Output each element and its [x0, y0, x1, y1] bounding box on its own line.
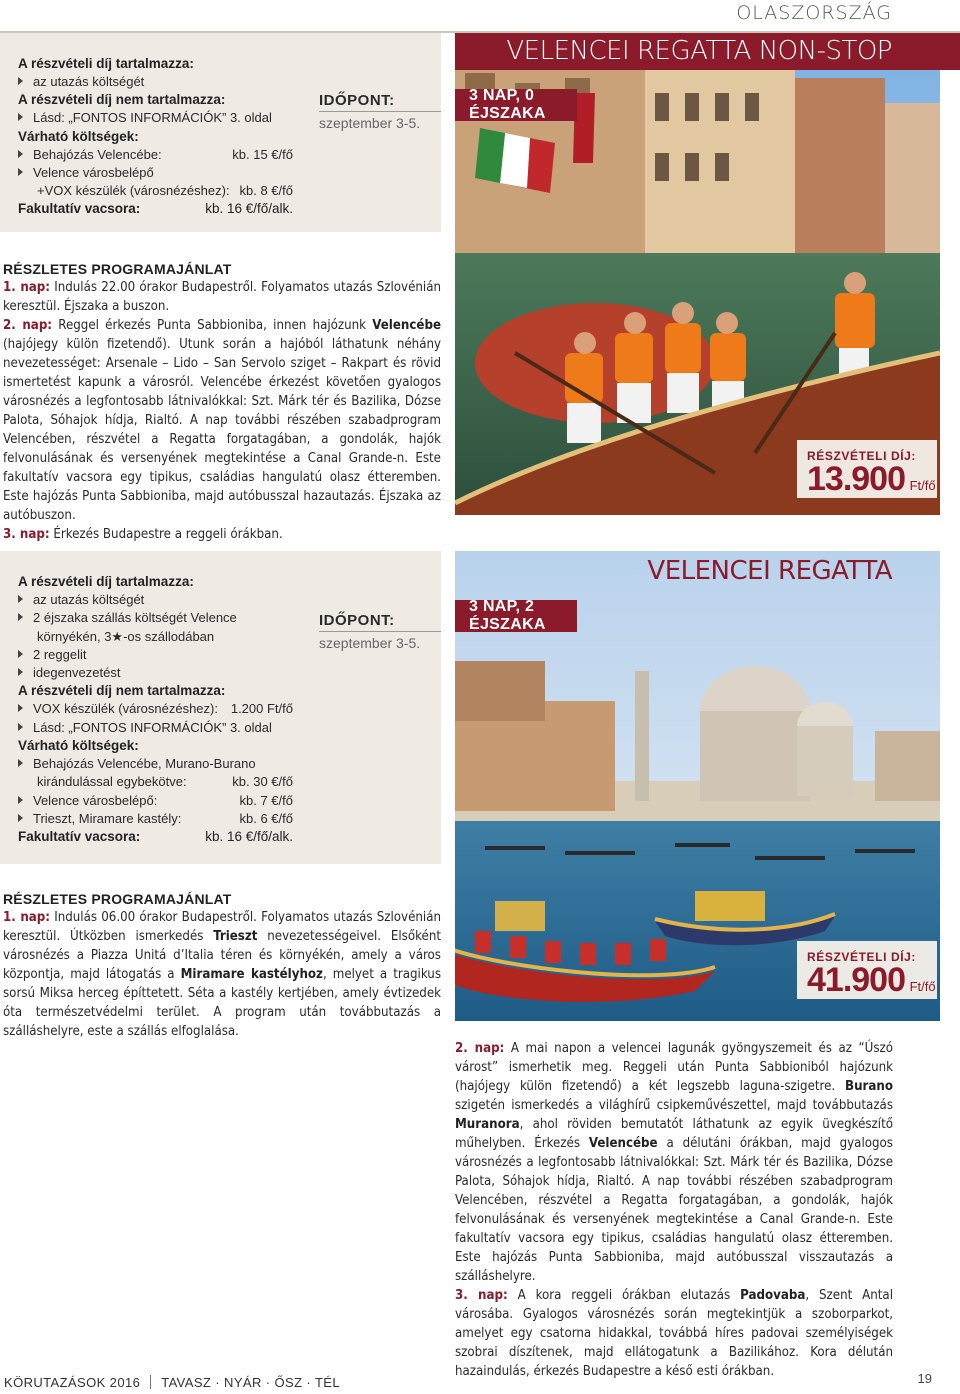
- bullet-triangle-icon: [18, 650, 23, 658]
- list-item: az utazás költségét: [18, 73, 293, 91]
- includes-heading: A részvételi díj tartalmazza:: [18, 56, 194, 71]
- list-item: 2 éjszaka szállás költségét Velence: [18, 609, 293, 627]
- list-item: 2 reggelit: [18, 646, 293, 664]
- tour2-info-list: [18, 573, 293, 846]
- footer-separator: [150, 1375, 151, 1389]
- tour1-info-list: [18, 55, 293, 218]
- excludes-heading: A részvételi díj nem tartalmazza:: [18, 683, 226, 699]
- optional-dinner: Fakultatív vacsora: kb. 16 €/fő/alk.: [18, 829, 293, 845]
- bullet-triangle-icon: [18, 595, 23, 603]
- list-item: Behajózás Velencébe: kb. 15 €/fő: [18, 146, 293, 164]
- tour2-nights-badge: 3 NAP, 2 ÉJSZAKA: [455, 600, 577, 632]
- bullet-triangle-icon: [18, 77, 23, 85]
- bullet-triangle-icon: [18, 704, 23, 712]
- list-item: az utazás költségét: [18, 591, 293, 609]
- price-label: RÉSZVÉTELI DÍJ:: [807, 950, 917, 964]
- idopont-label: IDŐPONT:: [319, 92, 395, 109]
- bullet-triangle-icon: [18, 759, 23, 767]
- tour-date: szeptember 3-5.: [319, 635, 421, 651]
- tour2-program-text-left: [3, 908, 441, 1041]
- idopont-label: IDŐPONT:: [319, 612, 395, 629]
- tour1-program-text: [3, 278, 441, 544]
- tour2-program-text-right: [455, 1039, 893, 1381]
- tour1-title: VELENCEI REGATTA NON-STOP: [455, 33, 960, 70]
- footer: [4, 1375, 340, 1390]
- list-item: Velence városbelépő: kb. 7 €/fő: [18, 792, 293, 810]
- list-item: idegenvezetést: [18, 664, 293, 682]
- program-day-1: 1. nap: Indulás 06.00 órakor Budapestről. Folyamatos utazás Szlovénián keresztül. Útközben ismerkedés Trieszt nevezetességeivel. Elsőként városnézés a Piazza Unitá d’Italia téren és környékén, amely a város központja, majd látogatás a Miramare kastélyhoz, melyet a tragikus sorsú Miksa herceg építtetett. Séta a kastély kertjében, amely évtizedek óta természetvédelmi terület. A program után továbbutazás a szálláshelyre, este a szállás elfoglalása.: [3, 910, 441, 1039]
- list-item: Lásd: „FONTOS INFORMÁCIÓK” 3. oldal: [18, 109, 293, 127]
- excludes-heading: A részvételi díj nem tartalmazza:: [18, 92, 226, 108]
- bullet-triangle-icon: [18, 613, 23, 621]
- list-item: +VOX készülék (városnézéshez): kb. 8 €/fő: [37, 183, 293, 199]
- optional-dinner: Fakultatív vacsora: kb. 16 €/fő/alk.: [18, 201, 293, 217]
- country-title: OLASZORSZÁG: [736, 2, 892, 24]
- program-day-2: 2. nap: A mai napon a velencei lagunák gyöngyszemeit és az “Úszó várost” ismerhetik meg. Reggeli után Punta Sabbioniból hajózunk (hajójegy külön fizetendő) a két legszebb laguna-szigetre. Burano szigetén ismerkedés a világhírű csipkeművészettel, majd továbbutazás Muranora, ahol röviden bemutatót láthatunk az egyik üvegkészítő műhelyben. Érkezés Velencébe a délutáni órákban, majd gyalogos városnézés a legfontosabb látnivalókkal: Szt. Márk tér és Bazilika, Dózse Palota, Sóhajok hídja, Rialtó. A nap további részében szabadprogram Velencében, részvétel a Regatta forgatagában, a gondolák, hajók felvonulásának és versenyének megtekintése a Canal Grande-n. Este fakultatív vacsora egy tipikus, családias hangulatú olasz étteremben. Este hajózás Punta Sabbioniba, majd autóbusszal visszautazás a szálláshelyre.: [455, 1041, 893, 1284]
- idopont-divider: [319, 111, 441, 112]
- bullet-triangle-icon: [18, 723, 23, 731]
- price-value: 13.900: [807, 460, 905, 498]
- page-number: 19: [917, 1371, 932, 1386]
- costs-heading: Várható költségek:: [18, 128, 139, 144]
- bullet-triangle-icon: [18, 168, 23, 176]
- program-day-2: 2. nap: Reggel érkezés Punta Sabbioniba, innen hajózunk Velencébe (hajójegy külön fizetendő). Utunk során a hajóból láthatunk néhány nevezetességet: Arsenale – Lido – San Servolo sziget – Rakpart és rövid ismertetést kapunk a városról. Velencébe érkezést követően gyalogos városnézés a legfontosabb látnivalókkal: Szt. Márk tér és Bazilika, Dózse Palota, Sóhajok hídja, Rialtó. A nap további részében szabadprogram Velencében, részvétel a Regatta forgatagában, a gondolák, hajók felvonulásának és versenyének megtekintése a Canal Grande-n. Este fakultatív vacsora egy tipikus, családias hangulatú olasz étteremben. Este hajózás Punta Sabbioniba, majd autóbusszal hazautazás. Éjszaka az autóbuszon.: [3, 318, 441, 523]
- tour2-price-box: [797, 941, 937, 999]
- tour-date: szeptember 3-5.: [319, 115, 421, 131]
- price-value: 41.900: [807, 961, 905, 999]
- tour2-title: VELENCEI REGATTA: [647, 556, 892, 586]
- tour1-nights-badge: 3 NAP, 0 ÉJSZAKA: [455, 89, 577, 121]
- bullet-triangle-icon: [18, 668, 23, 676]
- program-day-1: 1. nap: Indulás 22.00 órakor Budapestről. Folyamatos utazás Szlovénián keresztül. Éjszaka a buszon.: [3, 280, 441, 314]
- list-item-cont: környékén, 3★-os szállodában: [37, 628, 215, 644]
- bullet-triangle-icon: [18, 113, 23, 121]
- program-day-3: 3. nap: Érkezés Budapestre a reggeli órákban.: [3, 527, 283, 542]
- price-label: RÉSZVÉTELI DÍJ:: [807, 449, 917, 463]
- program-day-3: 3. nap: A kora reggeli órákban elutazás Padovaba, Szent Antal városába. Gyalogos városnézés során megtekintjük a szoborparkot, amelyet egy csatorna hidakkal, továbbá híres padovai személyiségek szobrai díszítenek, majd ellátogatunk a Bazilikához. Kora délután hazaindulás, érkezés Budapestre a késő esti órákban.: [455, 1288, 893, 1379]
- list-item-cont: kirándulással egybekötve: kb. 30 €/fő: [37, 774, 293, 790]
- includes-heading: A részvételi díj tartalmazza:: [18, 574, 194, 589]
- list-item: VOX készülék (városnézéshez): 1.200 Ft/fő: [18, 700, 293, 718]
- costs-heading: Várható költségek:: [18, 738, 139, 754]
- list-item: Velence városbelépő: [18, 164, 293, 182]
- bullet-triangle-icon: [18, 150, 23, 158]
- list-item: Trieszt, Miramare kastély: kb. 6 €/fő: [18, 810, 293, 828]
- idopont-divider: [319, 631, 441, 632]
- bullet-triangle-icon: [18, 796, 23, 804]
- price-unit: Ft/fő: [909, 979, 936, 994]
- program-heading: RÉSZLETES PROGRAMAJÁNLAT: [3, 891, 232, 907]
- tour1-price-box: [797, 440, 937, 498]
- price-unit: Ft/fő: [909, 478, 936, 493]
- footer-seasons: TAVASZ · NYÁR · ŐSZ · TÉL: [161, 1375, 340, 1390]
- bullet-triangle-icon: [18, 814, 23, 822]
- footer-brand: KÖRUTAZÁSOK 2016: [4, 1375, 141, 1390]
- list-item: Behajózás Velencébe, Murano-Burano: [18, 755, 293, 773]
- list-item: Lásd: „FONTOS INFORMÁCIÓK” 3. oldal: [18, 719, 293, 737]
- program-heading: RÉSZLETES PROGRAMAJÁNLAT: [3, 261, 232, 277]
